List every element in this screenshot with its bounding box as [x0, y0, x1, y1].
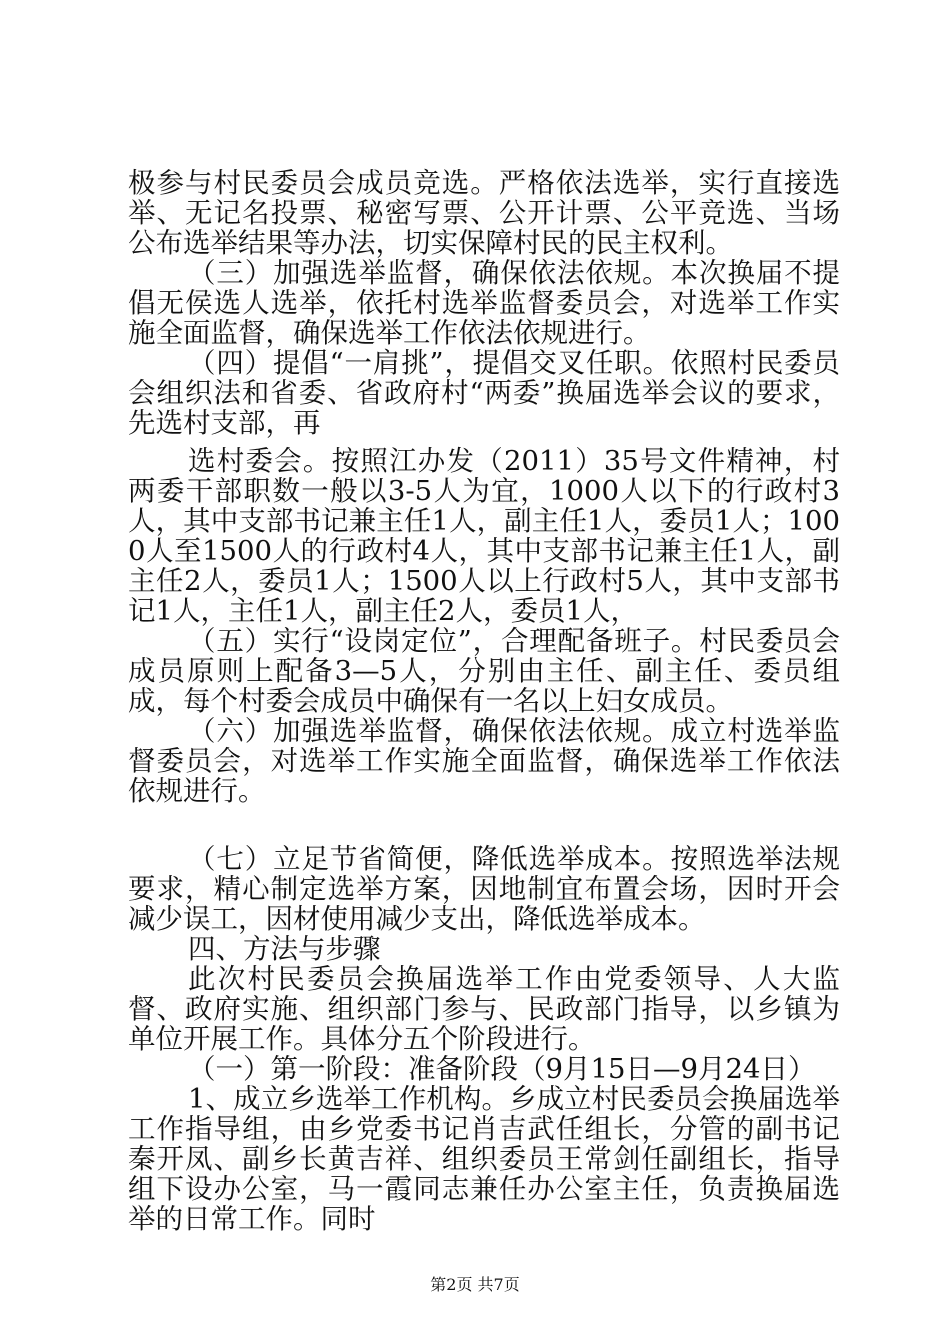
paragraph-methods-overview: 此次村民委员会换届选举工作由党委领导、人大监督、政府实施、组织部门参与、民政部门指导，以乡镇为单位开展工作。具体分五个阶段进行。 [128, 963, 840, 1055]
page-number-footer: 第2页 共7页 [430, 1275, 520, 1294]
paragraph-section-6: （六）加强选举监督，确保依法依规。成立村选举监督委员会，对选举工作实施全面监督，确保选举工作依法依规进行。 [128, 715, 840, 807]
heading-methods-and-steps: 四、方法与步骤 [188, 933, 381, 965]
body-text [128, 168, 840, 1234]
heading-stage-1: （一）第一阶段：准备阶段（9月15日—9月24日） [188, 1053, 816, 1085]
paragraph-intro: 极参与村民委员会成员竞选。严格依法选举，实行直接选举、无记名投票、秘密写票、公开计票、公平竞选、当场公布选举结果等办法，切实保障村民的民主权利。 [128, 167, 840, 259]
paragraph-stage-1-item-1: 1、成立乡选举工作机构。乡成立村民委员会换届选举工作指导组，由乡党委书记肖吉武任组长，分管的副书记秦开凤、副乡长黄吉祥、组织委员王常剑任副组长，指导组下设办公室，马一霞同志兼任办公室主任，负责换届选举的日常工作。同时 [128, 1083, 840, 1235]
paragraph-section-7: （七）立足节省简便，降低选举成本。按照选举法规要求，精心制定选举方案，因地制宜布置会场，因时开会减少误工，因材使用减少支出，降低选举成本。 [128, 843, 840, 935]
paragraph-section-3: （三）加强选举监督，确保依法依规。本次换届不提倡无侯选人选举，依托村选举监督委员会，对选举工作实施全面监督，确保选举工作依法依规进行。 [128, 257, 840, 349]
paragraph-section-4: （四）提倡“一肩挑”，提倡交叉任职。依照村民委员会组织法和省委、省政府村“两委”换届选举会议的要求，先选村支部，再 [128, 347, 840, 439]
paragraph-section-5: （五）实行“设岗定位”，合理配备班子。村民委员会成员原则上配备3—5人，分别由主任、副主任、委员组成，每个村委会成员中确保有一名以上妇女成员。 [128, 625, 840, 717]
paragraph-section-4-continued: 选村委会。按照江办发（2011）35号文件精神，村两委干部职数一般以3-5人为宜，1000人以下的行政村3人，其中支部书记兼主任1人，副主任1人，委员1人；1000人至1500人的行政村4人，其中支部书记兼主任1人，副主任2人，委员1人；1500人以上行政村5人，其中支部书记1人，主任1人，副主任2人，委员1人， [128, 445, 840, 627]
